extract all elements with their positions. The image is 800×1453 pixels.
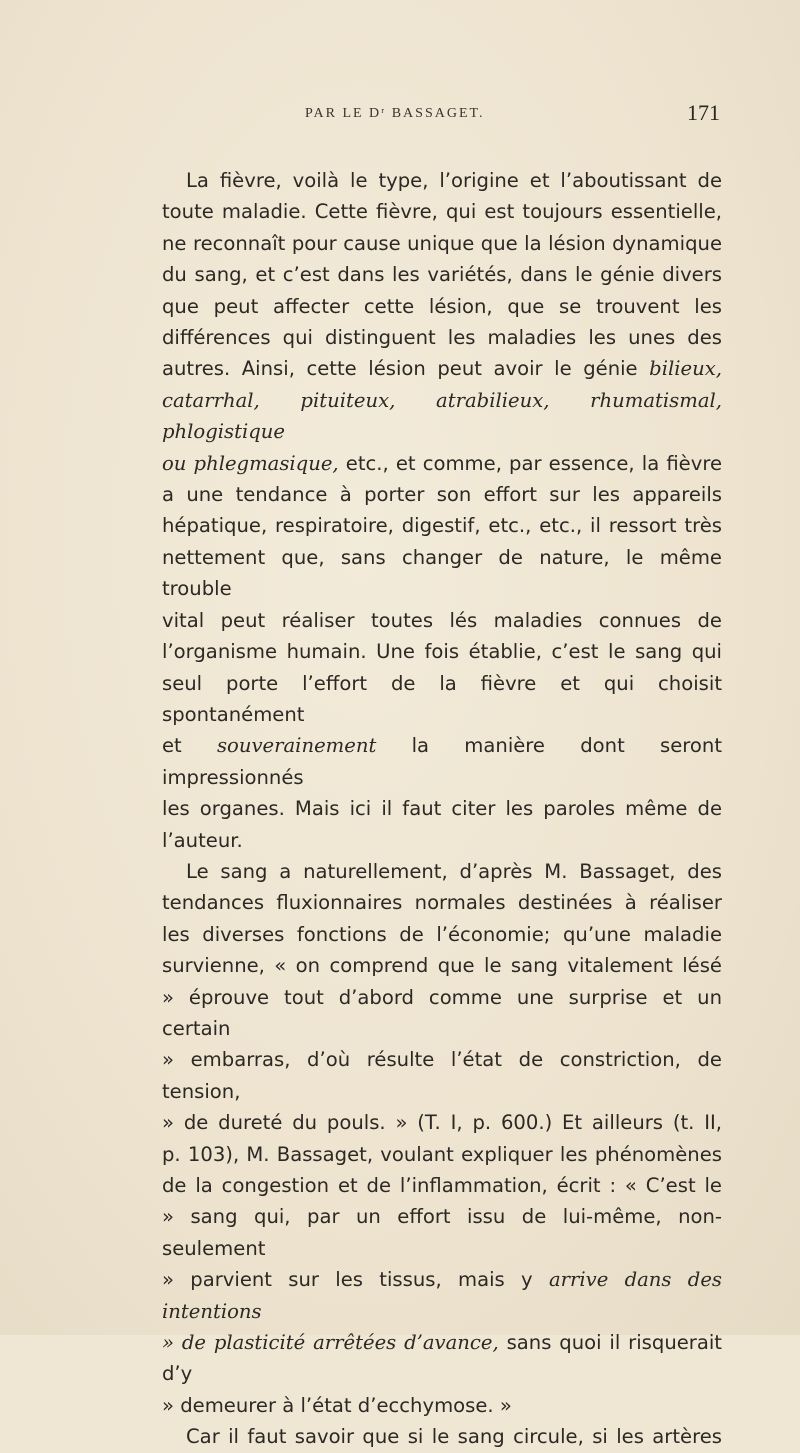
text-line xyxy=(162,793,722,824)
text-segment: La fièvre, voilà le type, l’origine et l’aboutissant de xyxy=(186,169,722,192)
text-line xyxy=(162,322,722,353)
text-line xyxy=(162,1170,722,1201)
text-line xyxy=(162,887,722,918)
text-segment: bilieux, xyxy=(649,357,722,381)
text-line xyxy=(162,196,722,227)
text-segment: autres. Ainsi, cette lésion peut avoir le génie xyxy=(162,357,650,381)
text-segment: » parvient sur les tissus, mais y xyxy=(162,1268,549,1292)
text-segment: » de dureté du pouls. » (T. I, p. 600.) Et ailleurs (t. II, xyxy=(162,1111,722,1135)
text-line xyxy=(162,730,722,793)
text-segment: Car il faut savoir que si le sang circule, si les artères xyxy=(186,1425,722,1449)
text-line xyxy=(162,919,722,950)
text-line xyxy=(162,605,722,636)
text-segment: seul porte l’effort de la fièvre et qui choisit spontanément xyxy=(162,671,722,726)
text-segment: l’organisme humain. Une fois établie, c’est le sang qui xyxy=(162,640,722,664)
text-segment: les diverses fonctions de l’économie; qu’une maladie xyxy=(162,922,722,946)
text-segment: » de plasticité arrêtées d’avance, xyxy=(162,1331,499,1355)
text-segment: les organes. Mais ici il faut citer les paroles même de xyxy=(162,797,722,821)
text-line xyxy=(162,542,722,605)
text-segment: » embarras, d’où résulte l’état de constriction, de tension, xyxy=(162,1048,722,1103)
page-number: 171 xyxy=(687,100,720,125)
text-segment: différences qui distinguent les maladies les unes des xyxy=(162,326,722,350)
text-segment: Le sang a naturellement, d’après M. Bassaget, des xyxy=(186,859,722,883)
text-segment: p. 103), M. Bassaget, voulant expliquer les phénomènes xyxy=(162,1142,722,1166)
text-line xyxy=(162,1107,722,1138)
text-segment: a une tendance à porter son effort sur les appareils xyxy=(162,483,722,507)
text-segment: arrive dans des intentions xyxy=(162,1268,722,1323)
text-segment: vital peut réaliser toutes lés maladies connues de xyxy=(162,608,722,632)
text-line xyxy=(162,636,722,667)
text-segment: survienne, « on comprend que le sang vitalement lésé xyxy=(162,954,722,978)
text-line xyxy=(162,1421,722,1452)
text-line xyxy=(162,385,722,448)
text-segment: » éprouve tout d’abord comme une surprise et un certain xyxy=(162,985,722,1040)
text-line xyxy=(162,291,722,322)
text-segment: l’auteur. xyxy=(162,828,243,852)
text-line xyxy=(162,856,722,887)
text-segment: toute maladie. Cette fièvre, qui est toujours essentielle, xyxy=(162,200,722,224)
text-segment: » demeurer à l’état d’ecchymose. » xyxy=(162,1393,512,1417)
text-segment: ou phlegmasique, xyxy=(162,451,339,475)
text-segment: hépatique, respiratoire, digestif, etc., etc., il ressort très xyxy=(162,514,722,538)
page-header xyxy=(150,100,720,130)
body-text xyxy=(162,165,722,1453)
text-line xyxy=(162,1264,722,1327)
text-line xyxy=(162,479,722,510)
text-line xyxy=(162,1201,722,1264)
text-segment: la manière dont seront impressionnés xyxy=(162,734,723,789)
text-segment: ne reconnaît pour cause unique que la lésion dynamique xyxy=(162,231,722,255)
text-segment: du sang, et c’est dans les variétés, dans le génie divers xyxy=(162,263,722,287)
text-segment: etc., et comme, par essence, la fièvre xyxy=(338,451,722,475)
text-line xyxy=(162,165,722,196)
text-line xyxy=(162,825,722,856)
text-line xyxy=(162,353,722,384)
text-line xyxy=(162,228,722,259)
text-segment: » sang qui, par un effort issu de lui-même, non-seulement xyxy=(162,1205,722,1260)
text-segment: que peut affecter cette lésion, que se trouvent les xyxy=(162,294,722,318)
text-line xyxy=(162,1390,722,1421)
text-line xyxy=(162,1327,722,1390)
text-line xyxy=(162,982,722,1045)
text-line xyxy=(162,448,722,479)
text-segment: et xyxy=(162,734,217,758)
text-line xyxy=(162,1044,722,1107)
text-line xyxy=(162,1139,722,1170)
text-segment: tendances fluxionnaires normales destinées à réaliser xyxy=(162,891,722,915)
text-segment: catarrhal, pituiteux, atrabilieux, rhumatismal, phlogistique xyxy=(162,388,722,444)
text-segment: souverainement xyxy=(217,734,377,758)
text-segment: de la congestion et de l’inflammation, écrit : « C’est le xyxy=(162,1174,722,1197)
text-line xyxy=(162,668,722,731)
text-line xyxy=(162,950,722,981)
text-segment: sans quoi il risquerait d’y xyxy=(162,1331,722,1386)
running-head: PAR LE Dʳ BASSAGET. xyxy=(305,106,485,121)
text-line xyxy=(162,510,722,541)
text-segment: nettement que, sans changer de nature, le même trouble xyxy=(162,545,722,601)
text-line xyxy=(162,259,722,290)
